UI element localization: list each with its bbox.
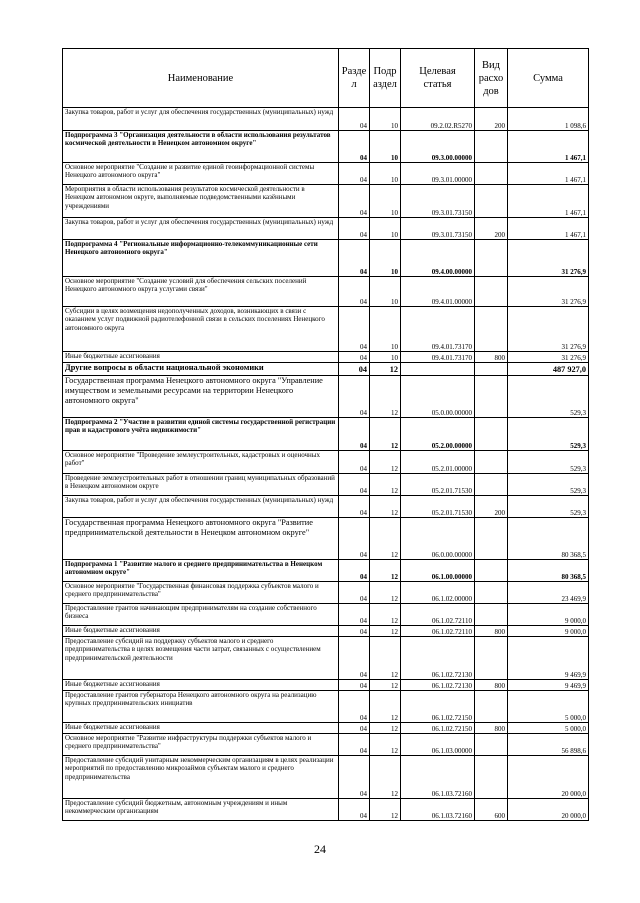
cell-vid xyxy=(475,163,508,185)
cell-podrazdel: 10 xyxy=(370,277,401,307)
table-row xyxy=(63,376,589,418)
cell-target xyxy=(401,363,475,376)
cell-sum: 31 276,9 xyxy=(508,277,589,307)
cell-sum: 1 098,6 xyxy=(508,108,589,131)
budget-table xyxy=(62,48,589,821)
cell-vid xyxy=(475,277,508,307)
cell-podrazdel: 12 xyxy=(370,626,401,637)
cell-vid xyxy=(475,637,508,680)
cell-vid xyxy=(475,474,508,496)
cell-name: Основное мероприятие "Развитие инфраструктуры поддержки субъектов малого и среднего предпринимательства" xyxy=(63,734,339,756)
table-row xyxy=(63,131,589,163)
table-row xyxy=(63,691,589,723)
cell-target: 06.1.02.72150 xyxy=(401,723,475,734)
cell-vid: 800 xyxy=(475,723,508,734)
header-razdel xyxy=(339,49,370,108)
cell-sum: 31 276,9 xyxy=(508,352,589,363)
cell-podrazdel: 12 xyxy=(370,723,401,734)
cell-vid xyxy=(475,756,508,799)
table-row xyxy=(63,108,589,131)
cell-podrazdel: 10 xyxy=(370,108,401,131)
cell-target: 09.2.02.R5270 xyxy=(401,108,475,131)
cell-vid xyxy=(475,307,508,352)
cell-name: Предоставление субсидий на поддержку субъектов малого и среднего предпринимательства в целях возмещения части затрат, связанных с осуществлением предпринимательской деятельности xyxy=(63,637,339,680)
cell-sum: 31 276,9 xyxy=(508,307,589,352)
cell-sum: 20 000,0 xyxy=(508,799,589,821)
table-row xyxy=(63,474,589,496)
document-page xyxy=(62,48,588,821)
cell-vid: 200 xyxy=(475,108,508,131)
cell-sum: 20 000,0 xyxy=(508,756,589,799)
cell-vid xyxy=(475,376,508,418)
cell-name: Закупка товаров, работ и услуг для обеспечения государственных (муниципальных) нужд xyxy=(63,496,339,518)
table-row xyxy=(63,799,589,821)
cell-vid xyxy=(475,363,508,376)
cell-target: 09.4.01.73170 xyxy=(401,307,475,352)
cell-target: 05.2.01.71530 xyxy=(401,496,475,518)
cell-name: Мероприятия в области использования результатов космической деятельности в Ненецком автономном округе, выполняемые подведомственными казёнными учреждениями xyxy=(63,185,339,218)
cell-razdel: 04 xyxy=(339,734,370,756)
cell-sum: 529,3 xyxy=(508,376,589,418)
cell-target: 06.1.02.72130 xyxy=(401,680,475,691)
cell-name: Основное мероприятие "Создание условий для обеспечения сельских поселений Ненецкого автономного округа услугами связи" xyxy=(63,277,339,307)
cell-vid xyxy=(475,560,508,582)
cell-razdel: 04 xyxy=(339,451,370,474)
table-row xyxy=(63,363,589,376)
cell-name: Государственная программа Ненецкого автономного округа "Развитие предпринимательской деятельности в Ненецком автономном округе" xyxy=(63,518,339,560)
cell-vid xyxy=(475,518,508,560)
cell-target: 06.1.03.00000 xyxy=(401,734,475,756)
table-row xyxy=(63,626,589,637)
header-podrazdel-text: Подр аздел xyxy=(373,66,397,90)
cell-target: 05.0.00.00000 xyxy=(401,376,475,418)
cell-razdel: 04 xyxy=(339,560,370,582)
cell-sum: 529,3 xyxy=(508,474,589,496)
table-row xyxy=(63,756,589,799)
header-name: Наименование xyxy=(63,49,339,108)
cell-razdel: 04 xyxy=(339,218,370,240)
cell-sum: 529,3 xyxy=(508,418,589,451)
cell-razdel: 04 xyxy=(339,723,370,734)
page-number: 24 xyxy=(314,842,326,856)
cell-razdel: 04 xyxy=(339,131,370,163)
cell-sum: 1 467,1 xyxy=(508,218,589,240)
cell-sum: 1 467,1 xyxy=(508,163,589,185)
cell-target: 06.1.00.00000 xyxy=(401,560,475,582)
cell-target: 09.3.01.00000 xyxy=(401,163,475,185)
cell-target: 06.1.03.72160 xyxy=(401,799,475,821)
table-row xyxy=(63,496,589,518)
table-row xyxy=(63,240,589,277)
table-row xyxy=(63,723,589,734)
table-row xyxy=(63,163,589,185)
cell-name: Субсидии в целях возмещения недополученных доходов, возникающих в связи с оказанием услуг подвижной радиотелефонной связи в сельских поселениях Ненецкого автономного округа xyxy=(63,307,339,352)
table-row xyxy=(63,518,589,560)
cell-razdel: 04 xyxy=(339,277,370,307)
cell-sum: 31 276,9 xyxy=(508,240,589,277)
cell-razdel: 04 xyxy=(339,307,370,352)
header-razdel-text: Разде л xyxy=(341,66,367,90)
cell-vid xyxy=(475,131,508,163)
cell-name: Подпрограмма 4 "Региональные информационно-телекоммуникационные сети Ненецкого автономного округа" xyxy=(63,240,339,277)
cell-sum: 487 927,0 xyxy=(508,363,589,376)
cell-name: Предоставление грантов начинающим предпринимателям на создание собственного бизнеса xyxy=(63,604,339,626)
cell-sum: 9 469,9 xyxy=(508,680,589,691)
cell-target: 09.3.01.73150 xyxy=(401,218,475,240)
cell-razdel: 04 xyxy=(339,799,370,821)
cell-vid: 800 xyxy=(475,352,508,363)
cell-podrazdel: 10 xyxy=(370,185,401,218)
table-row xyxy=(63,352,589,363)
cell-razdel: 04 xyxy=(339,108,370,131)
cell-podrazdel: 12 xyxy=(370,474,401,496)
cell-name: Предоставление грантов губернатора Ненецкого автономного округа на реализацию крупных предпринимательских инициатив xyxy=(63,691,339,723)
cell-sum: 23 469,9 xyxy=(508,582,589,604)
cell-razdel: 04 xyxy=(339,604,370,626)
header-vid-text: Вид расхо дов xyxy=(478,59,504,97)
cell-podrazdel: 12 xyxy=(370,363,401,376)
cell-name: Государственная программа Ненецкого автономного округа "Управление имуществом и земельными ресурсами на территории Ненецкого автономного округа" xyxy=(63,376,339,418)
cell-podrazdel: 10 xyxy=(370,307,401,352)
cell-sum: 1 467,1 xyxy=(508,131,589,163)
table-row xyxy=(63,418,589,451)
cell-podrazdel: 12 xyxy=(370,496,401,518)
cell-sum: 9 469,9 xyxy=(508,637,589,680)
cell-target: 06.1.03.72160 xyxy=(401,756,475,799)
cell-razdel: 04 xyxy=(339,240,370,277)
cell-podrazdel: 12 xyxy=(370,560,401,582)
cell-podrazdel: 12 xyxy=(370,582,401,604)
table-header-row xyxy=(63,49,589,108)
cell-sum: 80 368,5 xyxy=(508,518,589,560)
cell-name: Иные бюджетные ассигнования xyxy=(63,352,339,363)
header-sum: Сумма xyxy=(508,49,589,108)
cell-podrazdel: 10 xyxy=(370,218,401,240)
cell-name: Подпрограмма 3 "Организация деятельности в области использования результатов космической деятельности в Ненецком автономном округе" xyxy=(63,131,339,163)
cell-name: Проведение землеустроительных работ в отношении границ муниципальных образований в Ненецком автономном округе xyxy=(63,474,339,496)
cell-razdel: 04 xyxy=(339,363,370,376)
table-row xyxy=(63,734,589,756)
cell-razdel: 04 xyxy=(339,185,370,218)
cell-vid xyxy=(475,451,508,474)
cell-target: 06.1.02.72110 xyxy=(401,626,475,637)
cell-vid xyxy=(475,418,508,451)
cell-sum: 529,3 xyxy=(508,451,589,474)
cell-sum: 5 000,0 xyxy=(508,691,589,723)
cell-target: 09.3.00.00000 xyxy=(401,131,475,163)
cell-razdel: 04 xyxy=(339,376,370,418)
cell-name: Другие вопросы в области национальной экономики xyxy=(63,363,339,376)
cell-target: 05.2.01.00000 xyxy=(401,451,475,474)
cell-target: 06.0.00.00000 xyxy=(401,518,475,560)
table-body xyxy=(63,108,589,821)
cell-podrazdel: 12 xyxy=(370,691,401,723)
cell-vid xyxy=(475,185,508,218)
table-row xyxy=(63,604,589,626)
cell-razdel: 04 xyxy=(339,496,370,518)
cell-name: Предоставление субсидий унитарным некоммерческим организациям в целях реализации мероприятий по предоставлению микрозаймов субъектам малого и среднего предпринимательства xyxy=(63,756,339,799)
cell-podrazdel: 12 xyxy=(370,799,401,821)
cell-podrazdel: 12 xyxy=(370,680,401,691)
cell-razdel: 04 xyxy=(339,163,370,185)
cell-vid xyxy=(475,582,508,604)
cell-vid: 600 xyxy=(475,799,508,821)
cell-vid xyxy=(475,604,508,626)
table-row xyxy=(63,560,589,582)
cell-vid: 800 xyxy=(475,680,508,691)
cell-razdel: 04 xyxy=(339,691,370,723)
table-row xyxy=(63,582,589,604)
cell-sum: 56 898,6 xyxy=(508,734,589,756)
cell-target: 09.4.01.00000 xyxy=(401,277,475,307)
cell-sum: 80 368,5 xyxy=(508,560,589,582)
cell-podrazdel: 12 xyxy=(370,518,401,560)
cell-name: Основное мероприятие "Государственная финансовая поддержка субъектов малого и среднего предпринимательства" xyxy=(63,582,339,604)
cell-razdel: 04 xyxy=(339,680,370,691)
cell-name: Подпрограмма 2 "Участие в развитии единой системы государственной регистрации прав и кадастрового учёта недвижимости" xyxy=(63,418,339,451)
cell-name: Предоставление субсидий бюджетным, автономным учреждениям и иным некоммерческим организациям xyxy=(63,799,339,821)
cell-target: 09.4.01.73170 xyxy=(401,352,475,363)
table-row xyxy=(63,637,589,680)
cell-sum: 5 000,0 xyxy=(508,723,589,734)
cell-vid xyxy=(475,734,508,756)
cell-podrazdel: 12 xyxy=(370,451,401,474)
table-row xyxy=(63,451,589,474)
cell-target: 09.4.00.00000 xyxy=(401,240,475,277)
cell-sum: 9 000,0 xyxy=(508,604,589,626)
table-row xyxy=(63,277,589,307)
cell-target: 06.1.02.72150 xyxy=(401,691,475,723)
cell-target: 06.1.02.00000 xyxy=(401,582,475,604)
cell-vid xyxy=(475,240,508,277)
cell-podrazdel: 12 xyxy=(370,637,401,680)
cell-name: Подпрограмма 1 "Развитие малого и среднего предпринимательства в Ненецком автономном округе" xyxy=(63,560,339,582)
cell-razdel: 04 xyxy=(339,756,370,799)
cell-vid xyxy=(475,691,508,723)
cell-target: 06.1.02.72130 xyxy=(401,637,475,680)
cell-razdel: 04 xyxy=(339,352,370,363)
cell-name: Основное мероприятие "Создание и развитие единой геоинформационной системы Ненецкого автономного округа" xyxy=(63,163,339,185)
cell-razdel: 04 xyxy=(339,582,370,604)
cell-vid: 200 xyxy=(475,218,508,240)
cell-podrazdel: 10 xyxy=(370,163,401,185)
header-vid xyxy=(475,49,508,108)
cell-razdel: 04 xyxy=(339,474,370,496)
header-target-text: Целевая статья xyxy=(419,66,456,90)
cell-target: 06.1.02.72110 xyxy=(401,604,475,626)
cell-vid: 800 xyxy=(475,626,508,637)
cell-podrazdel: 12 xyxy=(370,756,401,799)
cell-sum: 529,3 xyxy=(508,496,589,518)
cell-name: Закупка товаров, работ и услуг для обеспечения государственных (муниципальных) нужд xyxy=(63,218,339,240)
table-row xyxy=(63,185,589,218)
cell-razdel: 04 xyxy=(339,418,370,451)
cell-podrazdel: 10 xyxy=(370,131,401,163)
cell-razdel: 04 xyxy=(339,518,370,560)
cell-podrazdel: 12 xyxy=(370,376,401,418)
cell-target: 05.2.00.00000 xyxy=(401,418,475,451)
cell-name: Иные бюджетные ассигнования xyxy=(63,723,339,734)
header-podrazdel xyxy=(370,49,401,108)
cell-podrazdel: 10 xyxy=(370,240,401,277)
cell-podrazdel: 12 xyxy=(370,734,401,756)
table-row xyxy=(63,307,589,352)
cell-name: Основное мероприятие "Проведение землеустроительных, кадастровых и оценочных работ" xyxy=(63,451,339,474)
cell-target: 05.2.01.71530 xyxy=(401,474,475,496)
cell-sum: 9 000,0 xyxy=(508,626,589,637)
cell-name: Иные бюджетные ассигнования xyxy=(63,680,339,691)
cell-name: Иные бюджетные ассигнования xyxy=(63,626,339,637)
cell-razdel: 04 xyxy=(339,637,370,680)
cell-sum: 1 467,1 xyxy=(508,185,589,218)
cell-podrazdel: 12 xyxy=(370,418,401,451)
header-target xyxy=(401,49,475,108)
cell-podrazdel: 10 xyxy=(370,352,401,363)
cell-razdel: 04 xyxy=(339,626,370,637)
cell-name: Закупка товаров, работ и услуг для обеспечения государственных (муниципальных) нужд xyxy=(63,108,339,131)
cell-target: 09.3.01.73150 xyxy=(401,185,475,218)
table-row xyxy=(63,218,589,240)
cell-vid: 200 xyxy=(475,496,508,518)
table-row xyxy=(63,680,589,691)
cell-podrazdel: 12 xyxy=(370,604,401,626)
